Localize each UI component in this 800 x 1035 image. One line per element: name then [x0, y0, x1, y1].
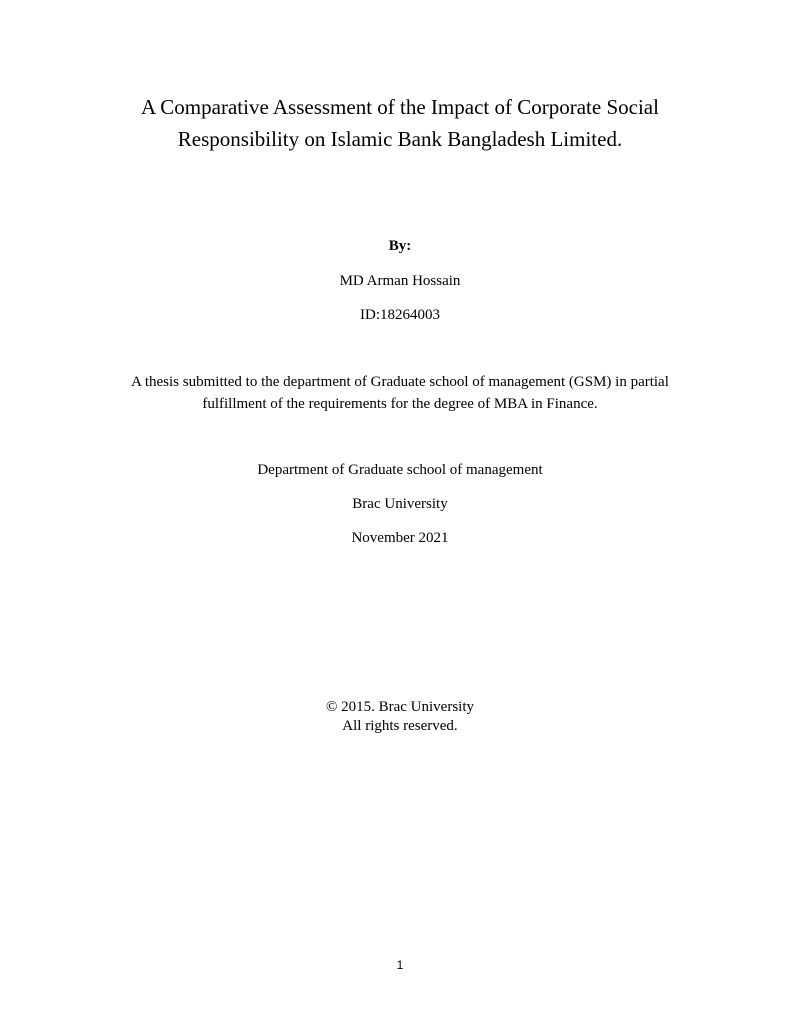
university-name: Brac University: [352, 496, 448, 512]
author-name: MD Arman Hossain: [339, 273, 461, 289]
title-line-1: A Comparative Assessment of the Impact of Corporate Social: [141, 95, 659, 119]
student-id: ID:18264003: [360, 307, 440, 323]
title-line-2: Responsibility on Islamic Bank Bangladesh Limited.: [177, 127, 623, 151]
thesis-statement-line-2: fulfillment of the requirements for the degree of MBA in Finance.: [202, 396, 598, 412]
page-number: 1: [396, 958, 404, 972]
thesis-statement-line-1: A thesis submitted to the department of Graduate school of management (GSM) in partial: [131, 374, 669, 390]
by-label: By:: [388, 238, 412, 254]
copyright-notice: © 2015. Brac University: [325, 699, 475, 715]
department-name: Department of Graduate school of management: [257, 462, 543, 478]
rights-notice: All rights reserved.: [342, 718, 458, 734]
submission-date: November 2021: [351, 530, 449, 546]
